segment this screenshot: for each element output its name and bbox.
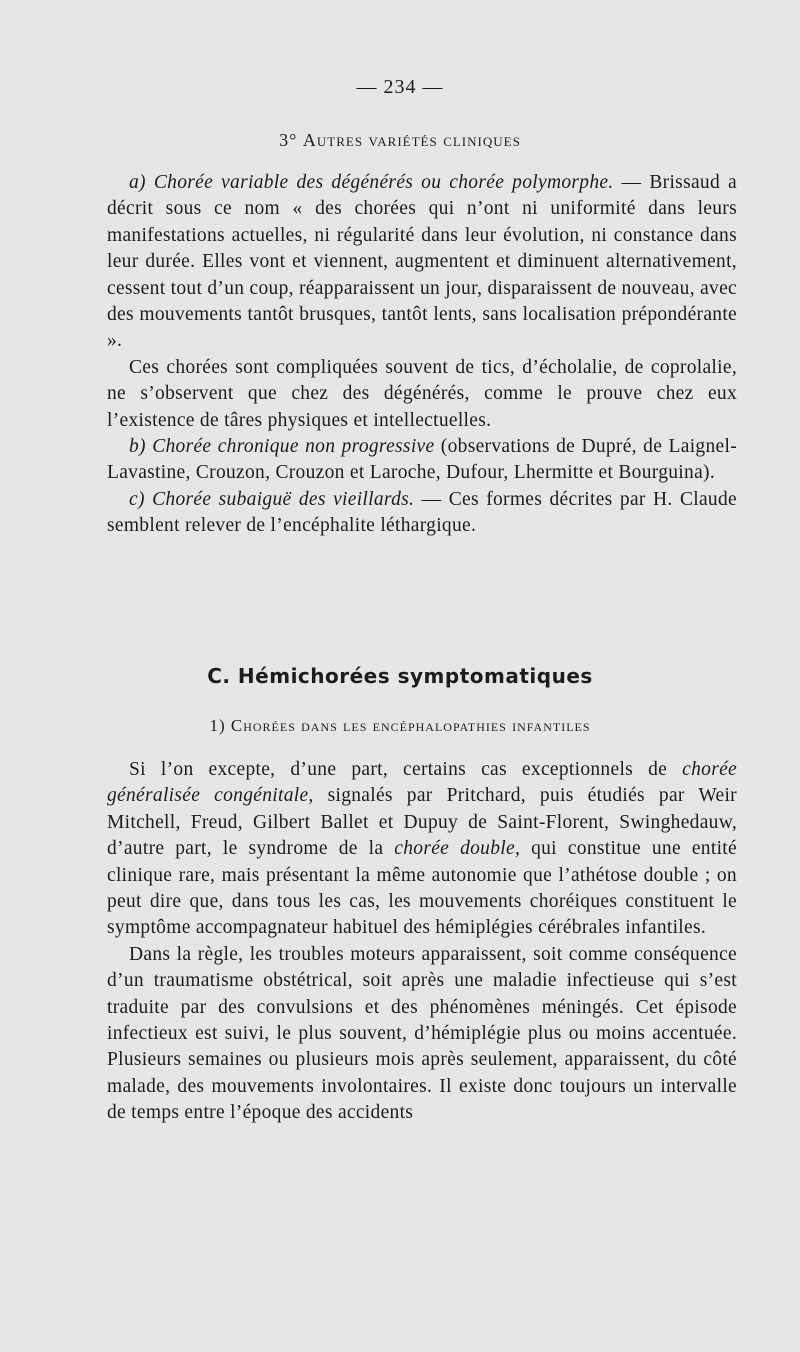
paragraph-chorea-variable — [107, 170, 737, 355]
item-text-c: — Ces formes décrites par H. Claude semblent relever de l’encéphalite léthargique. — [107, 488, 737, 537]
paragraph-motor-troubles: Dans la règle, les troubles moteurs apparaissent, soit comme conséquence d’un traumatisme obstétrical, soit après une maladie infectieuse qui s’est traduite par des convulsions et des phénomènes méningés. Cet épisode infectieux est suivi, le plus souvent, d’hémiplégie plus ou moins accentuée. Plusieurs semaines ou plusieurs mois après seulement, apparaissent, du côté malade, des mouvements involontaires. Il existe donc toujours un intervalle de temps entre l’époque des accidents — [107, 943, 737, 1124]
item-title-a: Chorée variable des dégénérés ou chorée polymorphe. — [153, 172, 614, 193]
subsection-text: Chorées dans les encéphalopathies infantiles — [230, 716, 591, 735]
paragraph-chorea-subacute — [107, 487, 737, 540]
item-label-a: a) — [129, 172, 146, 193]
item-title-c: Chorée subaiguë des vieillards. — [152, 488, 415, 510]
text-run: signalés par Pritchard, puis étudiés par Weir Mitchell, Freud, Gilbert Ballet et Dupuy de Saint-Florent, Swinghedauw, d’autre part, le syndrome de la — [107, 785, 737, 860]
paragraph-chorea-chronic — [107, 434, 737, 487]
text-run: qui constitue une entité clinique rare, mais présentant la même autonomie que l’athétose double ; on peut dire que, dans tous les cas, les mouvements choréiques constituent le symptôme accompagnateur habituel des hémiplégies cérébrales infantiles. — [107, 838, 737, 939]
italic-term: chorée double, — [394, 838, 521, 860]
subsection-heading — [0, 716, 800, 736]
page-number: — 234 — — [356, 76, 444, 98]
section-title — [0, 130, 800, 151]
italic-term: chorée généralisée congénitale, — [107, 759, 737, 807]
chapter-heading: C. Hémichorées symptomatiques — [207, 664, 593, 688]
item-label-b: b) — [129, 436, 146, 458]
paragraph-exceptions — [107, 757, 737, 942]
text-block-varieties — [107, 170, 737, 540]
item-text-a: — Brissaud a décrit sous ce nom « des chorées qui n’ont ni uniformité dans leurs manifestations actuelles, ni régularité dans leur évolution, ni constance dans leur durée. Elles vont et viennent, augmentent et diminuent alternativement, cessent tout d’un coup, réapparaissent un jour, disparaissent de nouveau, avec des mouvements tantôt brusques, tantôt lents, sans localisation prépondérante ». — [107, 172, 737, 352]
paragraph-complications: Ces chorées sont compliquées souvent de tics, d’écholalie, de coprolalie, ne s’observent que chez des dégénérés, comme le prouve chez eux l’existence de târes physiques et intellectuelles. — [107, 356, 737, 431]
section-title-number: 3° — [279, 130, 298, 150]
subsection-number: 1) — [209, 716, 226, 735]
section-title-text: Autres variétés cliniques — [302, 130, 521, 150]
item-title-b: Chorée chronique non progressive — [152, 436, 435, 458]
text-block-encephalopathies — [107, 757, 737, 1127]
text-run: Si l’on excepte, d’une part, certains cas exceptionnels de — [129, 759, 668, 780]
item-text-b: (observations de Dupré, de Laignel-Lavastine, Crouzon, Crouzon et Laroche, Dufour, Lhermitte et Bourguina). — [107, 436, 737, 484]
item-label-c: c) — [129, 488, 145, 510]
